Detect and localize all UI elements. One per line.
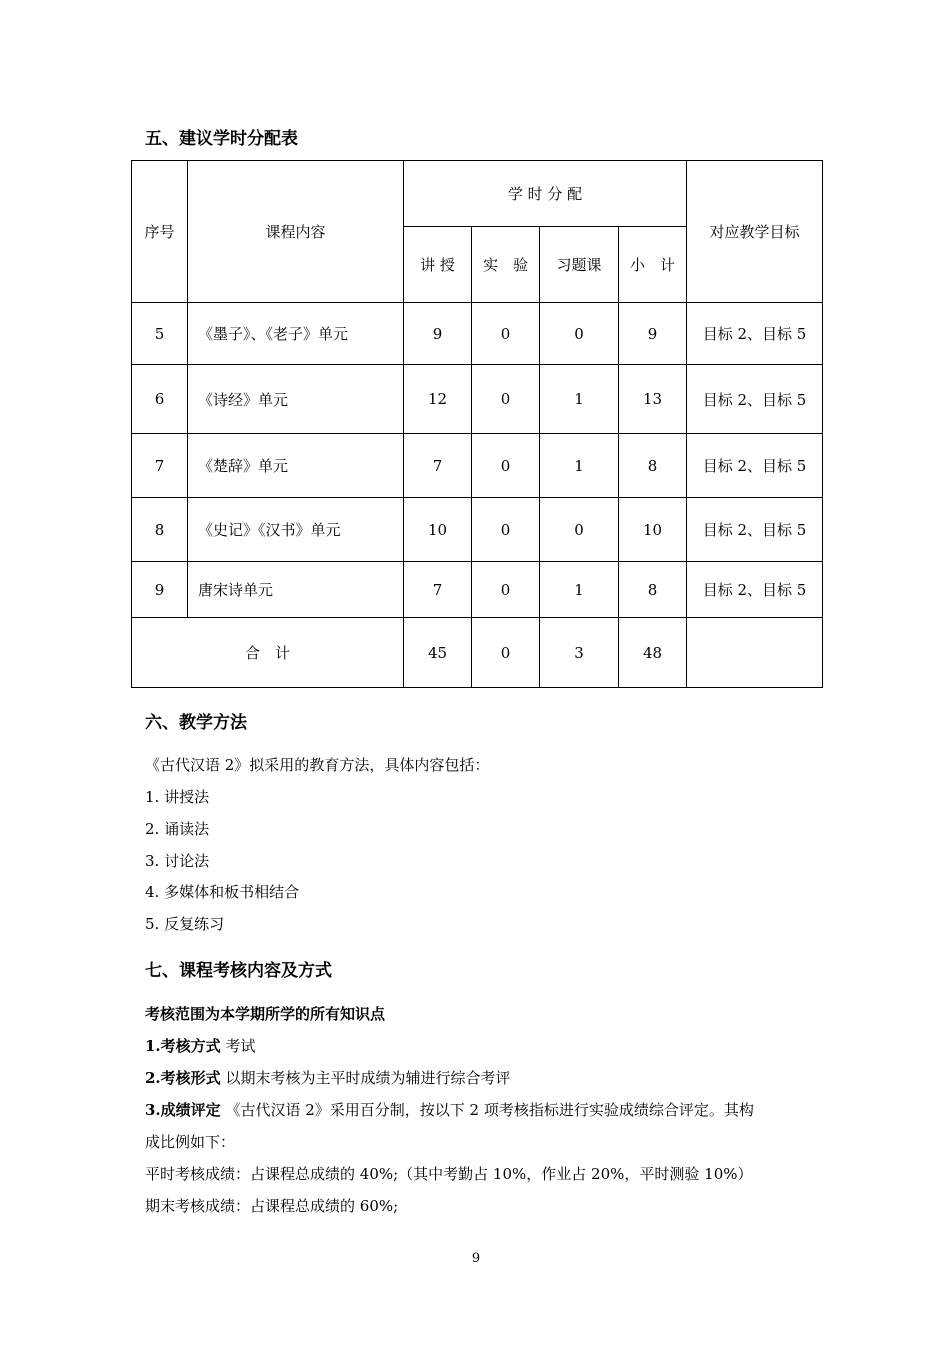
section5-title: 五、建议学时分配表: [145, 129, 298, 149]
grading-continued: 成比例如下：: [145, 1133, 236, 1151]
row-subtotal: 8: [619, 562, 687, 618]
row-content: 《楚辞》单元: [188, 434, 404, 498]
row-lecture: 7: [404, 434, 472, 498]
row-lecture: 9: [404, 303, 472, 365]
total-goal: [687, 618, 823, 688]
page-number: 9: [471, 1251, 481, 1266]
row-exercise: 1: [540, 434, 619, 498]
row-experiment: 0: [472, 434, 540, 498]
header-exercise: 习题课: [540, 227, 619, 303]
row-content: 唐宋诗单元: [188, 562, 404, 618]
section6-intro: 《古代汉语 2》拟采用的教育方法，具体内容包括：: [145, 756, 490, 774]
method-item: 2. 诵读法: [145, 820, 210, 838]
final-score: 期末考核成绩：占课程总成绩的 60%;: [145, 1197, 399, 1215]
table-row: [132, 303, 823, 365]
header-content: 课程内容: [188, 161, 404, 303]
row-goal: 目标 2、目标 5: [687, 498, 823, 562]
total-row: [132, 618, 823, 688]
row-no: 7: [132, 434, 188, 498]
row-lecture: 7: [404, 562, 472, 618]
grading: [145, 1099, 754, 1120]
row-experiment: 0: [472, 498, 540, 562]
total-exercise: 3: [540, 618, 619, 688]
row-goal: 目标 2、目标 5: [687, 562, 823, 618]
row-subtotal: 10: [619, 498, 687, 562]
row-subtotal: 13: [619, 365, 687, 434]
section7-title: 七、课程考核内容及方式: [145, 961, 332, 981]
row-lecture: 10: [404, 498, 472, 562]
grading-value: 《古代汉语 2》采用百分制，按以下 2 项考核指标进行实验成绩综合评定。其构: [225, 1101, 754, 1119]
method-item: 5. 反复练习: [145, 915, 225, 933]
total-subtotal: 48: [619, 618, 687, 688]
row-lecture: 12: [404, 365, 472, 434]
method-item: 3. 讨论法: [145, 852, 210, 870]
assessment-method: [145, 1035, 255, 1056]
table-row: [132, 498, 823, 562]
table-row: [132, 562, 823, 618]
section6-title: 六、教学方法: [145, 713, 247, 733]
row-goal: 目标 2、目标 5: [687, 303, 823, 365]
assessment-method-label: 1.考核方式: [145, 1037, 221, 1055]
assessment-method-value: 考试: [225, 1037, 256, 1055]
assessment-form-label: 2.考核形式: [145, 1069, 221, 1087]
row-no: 8: [132, 498, 188, 562]
row-goal: 目标 2、目标 5: [687, 434, 823, 498]
row-subtotal: 8: [619, 434, 687, 498]
row-goal: 目标 2、目标 5: [687, 365, 823, 434]
header-lecture: 讲 授: [404, 227, 472, 303]
grading-label: 3.成绩评定: [145, 1101, 221, 1119]
assessment-form: [145, 1067, 510, 1088]
row-exercise: 1: [540, 365, 619, 434]
row-experiment: 0: [472, 365, 540, 434]
total-lecture: 45: [404, 618, 472, 688]
assessment-scope: 考核范围为本学期所学的所有知识点: [145, 1005, 386, 1023]
header-no: 序号: [132, 161, 188, 303]
header-goal: 对应教学目标: [687, 161, 823, 303]
table-row: [132, 434, 823, 498]
assessment-form-value: 以期末考核为主平时成绩为辅进行综合考评: [225, 1069, 511, 1087]
header-experiment: 实 验: [472, 227, 540, 303]
total-label: 合 计: [132, 618, 404, 688]
row-content: 《墨子》、《老子》单元: [188, 303, 404, 365]
row-no: 6: [132, 365, 188, 434]
method-item: 4. 多媒体和板书相结合: [145, 883, 300, 901]
header-hours-group: 学 时 分 配: [404, 161, 687, 227]
row-exercise: 1: [540, 562, 619, 618]
method-item: 1. 讲授法: [145, 788, 210, 806]
row-subtotal: 9: [619, 303, 687, 365]
table-row: [132, 365, 823, 434]
row-no: 9: [132, 562, 188, 618]
total-experiment: 0: [472, 618, 540, 688]
row-experiment: 0: [472, 303, 540, 365]
usual-score: 平时考核成绩：占课程总成绩的 40%;（其中考勤占 10%，作业占 20%，平时测验 10%）: [145, 1165, 753, 1183]
header-subtotal: 小 计: [619, 227, 687, 303]
hours-allocation-table: [131, 160, 823, 688]
row-exercise: 0: [540, 303, 619, 365]
row-experiment: 0: [472, 562, 540, 618]
row-content: 《诗经》单元: [188, 365, 404, 434]
row-no: 5: [132, 303, 188, 365]
row-exercise: 0: [540, 498, 619, 562]
row-content: 《史记》《汉书》单元: [188, 498, 404, 562]
